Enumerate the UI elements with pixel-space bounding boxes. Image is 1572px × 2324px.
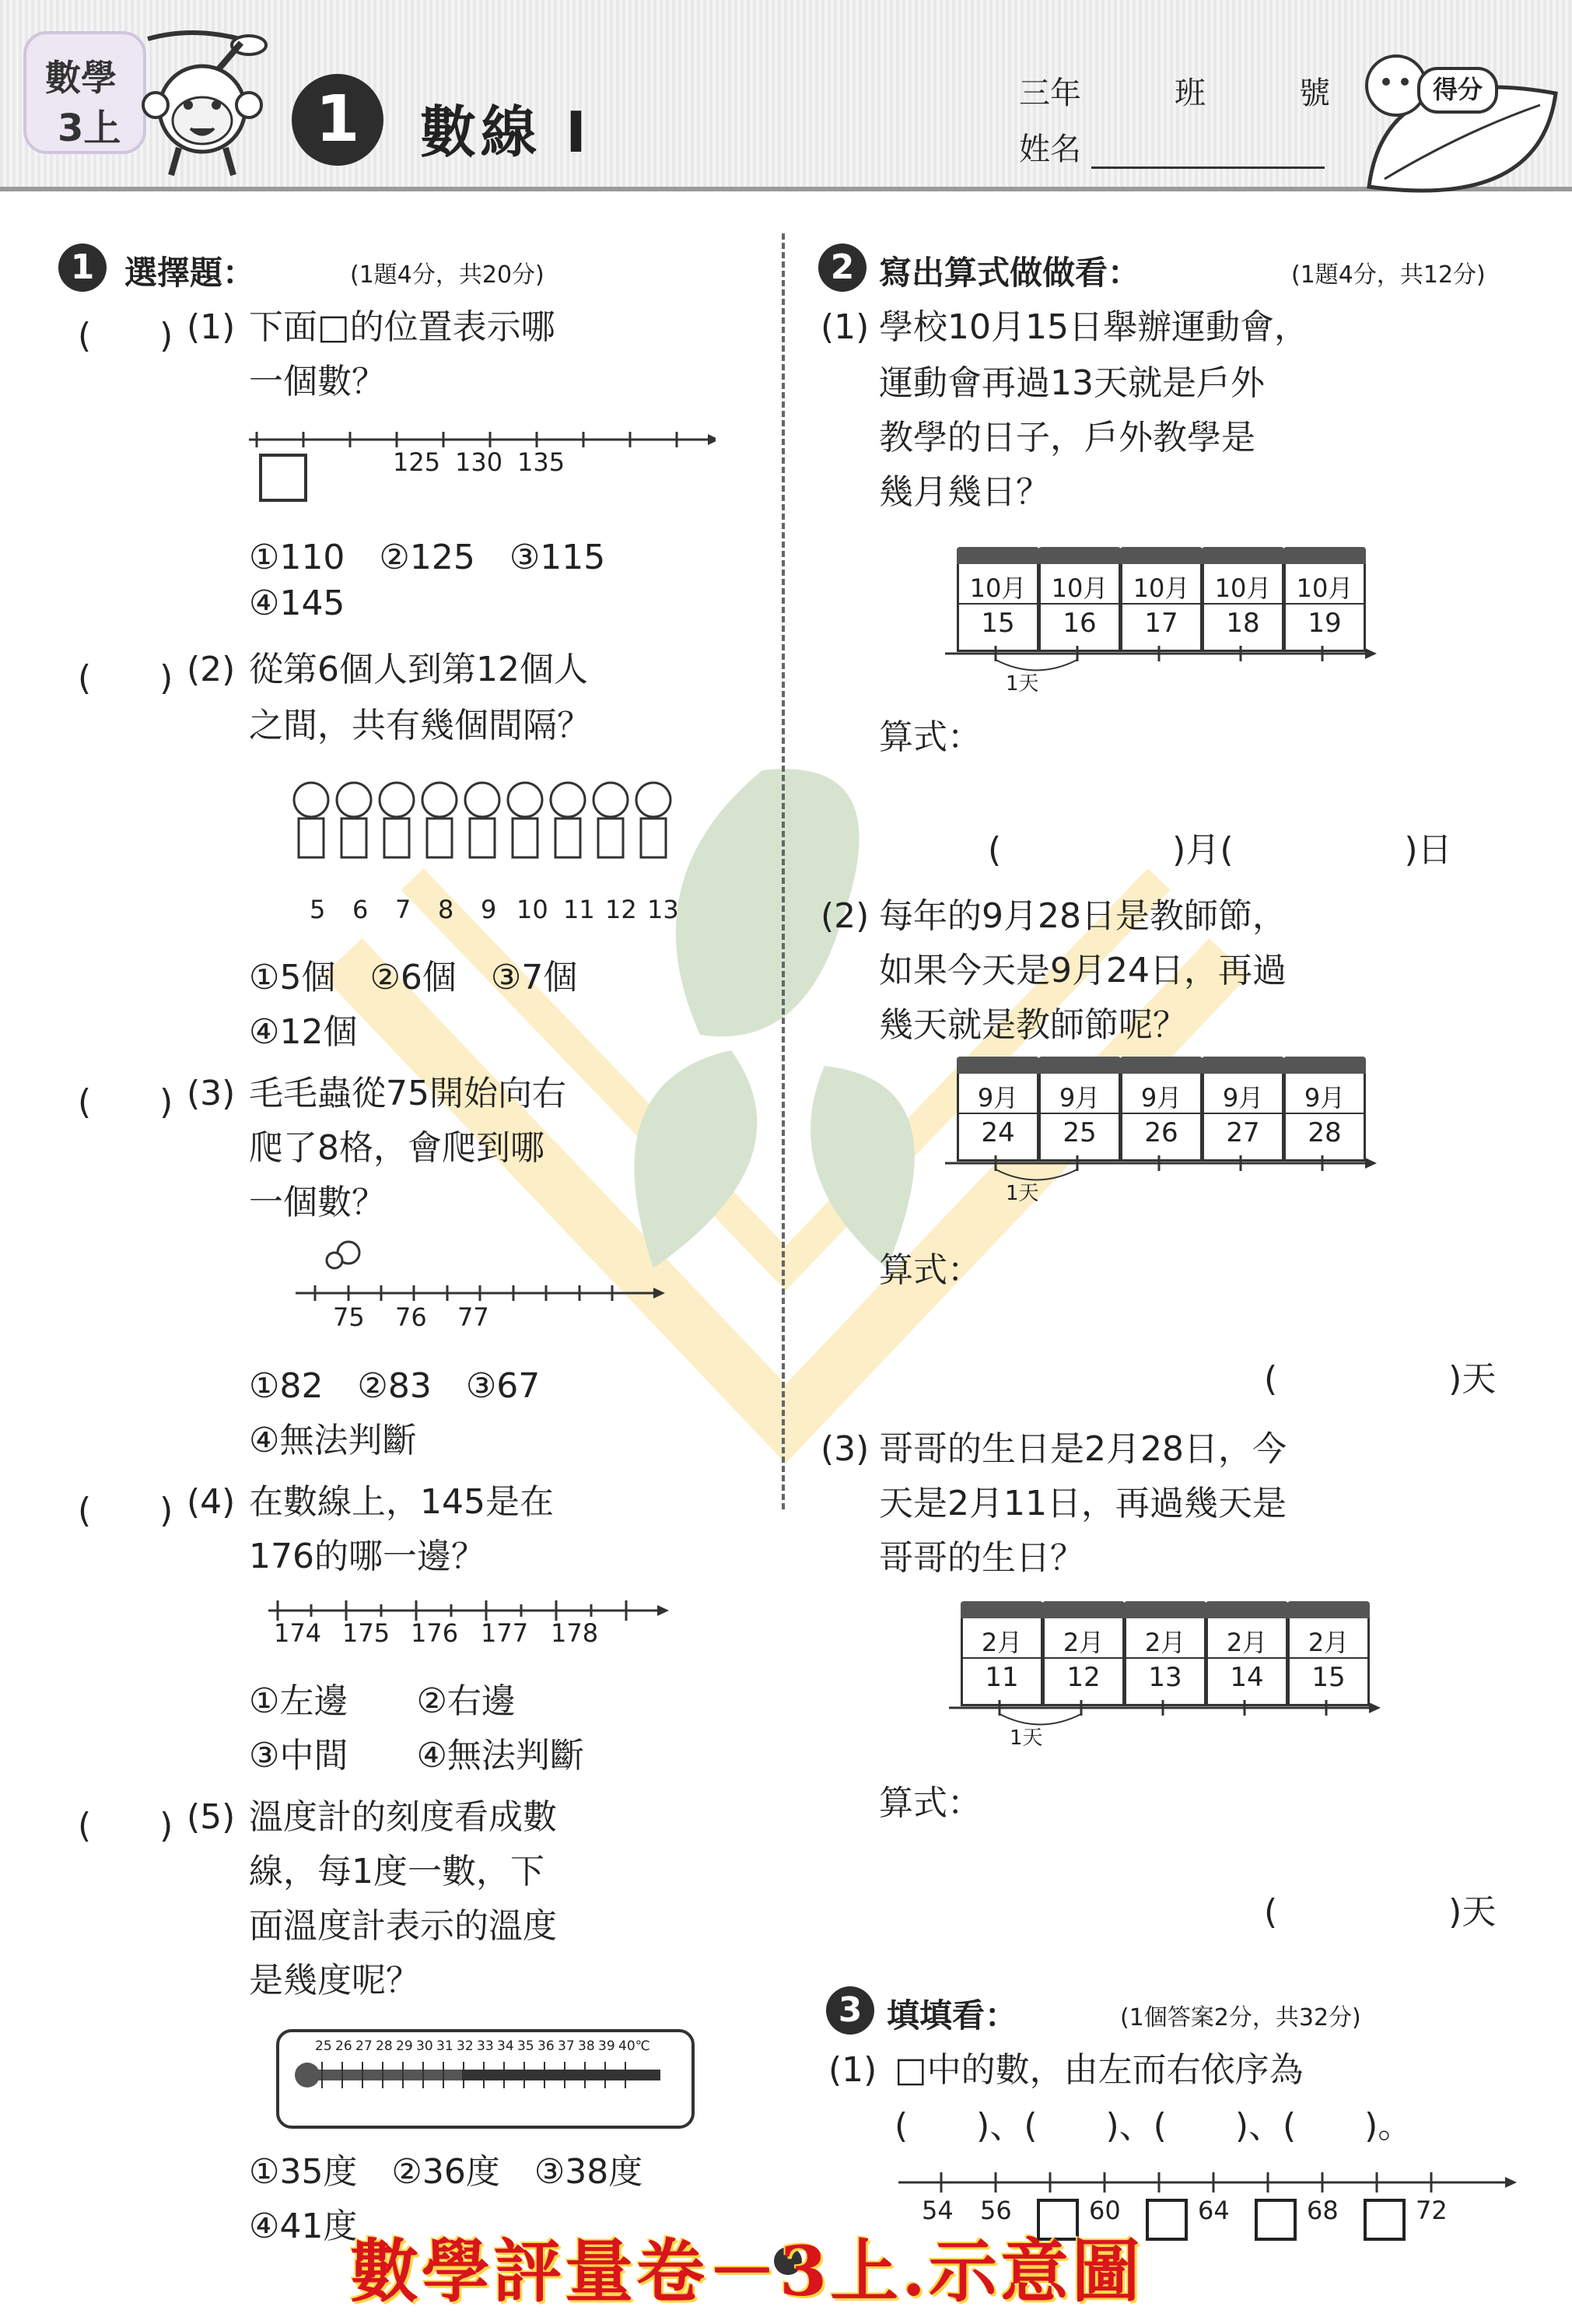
thermo-label: 40℃: [618, 2038, 650, 2054]
question-text: □中的數，由左而右依序為: [895, 2050, 1304, 2090]
options: ①5個 ②6個 ③7個: [249, 958, 578, 997]
thermo-label: 37: [558, 2038, 575, 2054]
thermo-label: 29: [396, 2038, 413, 2054]
tick-label: 56: [980, 2196, 1012, 2225]
thermo-label: 25: [315, 2038, 332, 2054]
answer-paren[interactable]: ( ): [78, 316, 173, 356]
kid-number: 10: [516, 895, 548, 924]
thermo-label: 31: [436, 2038, 453, 2054]
question-text: 哥哥的生日是2月28日，今: [879, 1429, 1287, 1469]
answer-paren[interactable]: ( ): [78, 1082, 173, 1122]
tick-label: 175: [342, 1618, 390, 1648]
kid-number: 11: [563, 895, 595, 924]
section-3-title: 填填看：: [887, 1996, 1018, 2035]
question-number: (3): [821, 1429, 870, 1469]
thermo-label: 26: [335, 2038, 352, 2054]
formula-label: 算式：: [879, 1783, 982, 1823]
question-text: 爬了8格，會爬到哪: [249, 1128, 544, 1168]
options: ①左邊 ②右邊: [249, 1681, 516, 1721]
calendar-number-line: 10月 15 10月 16 10月 17 10月 18 10月 19 1天: [945, 545, 1381, 700]
kid-number: 8: [438, 895, 454, 924]
calendar-number-line: 9月 24 9月 25 9月 26 9月 27 9月 28 1天: [945, 1054, 1381, 1210]
calendar-number-line: 2月 11 2月 12 2月 13 2月 14 2月 15 1天: [949, 1599, 1385, 1754]
monkey-mascot-icon: [132, 23, 280, 179]
number-line: [296, 1237, 669, 1307]
sample-watermark-text: 數學評量卷－3上.示意圖: [350, 2231, 1143, 2312]
formula-label: 算式：: [879, 1250, 982, 1290]
arc-label: 1天: [1010, 1726, 1043, 1750]
thermo-label: 30: [416, 2038, 433, 2054]
kid-number: 6: [352, 895, 369, 924]
question-text: 之間，共有幾個間隔？: [249, 706, 591, 745]
answer-paren[interactable]: ( ): [78, 1491, 173, 1530]
thermo-label: 39: [598, 2038, 615, 2054]
thermometer: [276, 2029, 695, 2129]
section-2-number: 2: [818, 244, 867, 292]
question-number: (1): [821, 307, 870, 347]
section-3-score-note: (1個答案2分，共32分): [1120, 2004, 1361, 2031]
thermo-label: 27: [355, 2038, 373, 2054]
question-text: 面溫度計表示的溫度: [249, 1906, 557, 1946]
tick-label: 75: [333, 1302, 365, 1332]
question-number: (5): [187, 1797, 236, 1837]
question-text: 毛毛蟲從75開始向右: [249, 1074, 566, 1113]
thermo-label: 35: [517, 2038, 534, 2054]
question-number: (4): [187, 1482, 236, 1522]
class-number-field[interactable]: 三年 班 號: [1019, 75, 1330, 111]
section-1-number: 1: [58, 244, 107, 292]
section-3-number: 3: [826, 1986, 874, 2035]
question-text: 幾天就是教師節呢？: [879, 1005, 1187, 1045]
options: ①110 ②125 ③115: [249, 538, 606, 577]
question-text: 幾月幾日？: [879, 472, 1050, 512]
thermo-label: 32: [457, 2038, 474, 2054]
header-rule: [0, 187, 1572, 191]
options: ④145: [249, 584, 345, 623]
tick-label: 68: [1307, 2196, 1339, 2225]
options: ③中間 ④無法判斷: [249, 1736, 584, 1775]
question-text: 線，每1度一數，下: [249, 1852, 544, 1891]
thermo-label: 33: [477, 2038, 494, 2054]
tick-label: 77: [457, 1302, 489, 1332]
question-text: 教學的日子，戶外教學是: [879, 418, 1255, 457]
subject-label: 數學: [45, 57, 117, 99]
options: ①35度 ②36度 ③38度: [249, 2152, 643, 2192]
question-text: 176的哪一邊？: [249, 1537, 485, 1576]
children-row-icon: [288, 778, 692, 887]
score-leaf-icon: [1353, 31, 1563, 202]
subject-badge: [23, 31, 146, 154]
question-text: 學校10月15日舉辦運動會，: [879, 307, 1308, 347]
question-number: (2): [187, 650, 236, 689]
options: ④無法判斷: [249, 1421, 417, 1460]
question-text: 在數線上，145是在: [249, 1482, 554, 1522]
tick-label: 72: [1416, 2196, 1448, 2225]
question-text: 運動會再過13天就是戶外: [879, 363, 1265, 403]
answer-blank[interactable]: ( )天: [1264, 1359, 1497, 1399]
question-text: 如果今天是9月24日，再過: [879, 951, 1287, 990]
kid-number: 5: [310, 895, 326, 924]
tick-label: 54: [922, 2196, 954, 2225]
lesson-title: 數線 I: [420, 100, 591, 165]
thermo-label: 38: [578, 2038, 595, 2054]
question-number: (1): [828, 2050, 877, 2090]
answer-box: [261, 455, 306, 500]
lesson-number-badge: 1: [292, 74, 383, 166]
tick-label: 130: [455, 447, 503, 477]
answer-box: [1256, 2200, 1295, 2239]
answer-box: [1365, 2200, 1404, 2239]
arc-label: 1天: [1006, 672, 1039, 696]
answer-blanks[interactable]: ( )、( )、( )、( )。: [895, 2106, 1413, 2146]
options: ①82 ②83 ③67: [249, 1366, 541, 1406]
options: ④12個: [249, 1012, 358, 1052]
question-text: 天是2月11日，再過幾天是: [879, 1484, 1287, 1523]
number-line: [268, 1591, 673, 1630]
tick-label: 125: [393, 447, 441, 477]
thermo-label: 28: [376, 2038, 393, 2054]
formula-label: 算式：: [879, 717, 982, 757]
grade-label: 3上: [58, 107, 121, 150]
answer-blank[interactable]: ( )月( )日: [988, 830, 1452, 870]
column-divider: [782, 233, 785, 1509]
question-number: (1): [187, 307, 236, 347]
section-2-title: 寫出算式做做看：: [879, 254, 1141, 292]
question-number: (2): [821, 896, 870, 936]
score-label: 得分: [1417, 67, 1498, 114]
tick-label: 135: [517, 447, 565, 477]
question-text: 是幾度呢？: [249, 1961, 420, 2000]
section-1-score-note: (1題4分，共20分): [350, 261, 544, 289]
answer-paren[interactable]: ( ): [78, 658, 173, 698]
tick-label: 60: [1089, 2196, 1121, 2225]
section-2-score-note: (1題4分，共12分): [1291, 261, 1486, 289]
name-label: 姓名: [1019, 131, 1081, 167]
question-text: 溫度計的刻度看成數: [249, 1797, 557, 1837]
question-text: 哥哥的生日？: [879, 1538, 1084, 1578]
options: ④41度: [249, 2207, 358, 2246]
tick-label: 177: [481, 1618, 529, 1648]
tick-label: 76: [395, 1302, 427, 1332]
kid-number: 7: [395, 895, 411, 924]
question-number: (3): [187, 1074, 236, 1113]
tick-label: 178: [551, 1618, 599, 1648]
tick-label: 174: [274, 1618, 322, 1648]
name-blank[interactable]: [1091, 140, 1325, 169]
thermo-label: 36: [537, 2038, 555, 2054]
name-field[interactable]: [1019, 124, 1325, 169]
kid-number: 13: [647, 895, 679, 924]
answer-paren[interactable]: ( ): [78, 1806, 173, 1846]
tick-label: 64: [1198, 2196, 1230, 2225]
section-1-title: 選擇題：: [124, 254, 256, 292]
question-text: 從第6個人到第12個人: [249, 650, 588, 689]
tick-label: 176: [411, 1618, 459, 1648]
question-text: 一個數？: [249, 1183, 386, 1222]
thermo-label: 34: [497, 2038, 514, 2054]
question-text: 每年的9月28日是教師節，: [879, 896, 1287, 936]
question-text: 一個數？: [249, 362, 386, 401]
question-text: 下面□的位置表示哪: [249, 307, 555, 347]
kid-number: 9: [481, 895, 497, 924]
answer-box: [1147, 2200, 1186, 2239]
answer-blank[interactable]: ( )天: [1264, 1892, 1497, 1932]
arc-label: 1天: [1006, 1182, 1039, 1205]
kid-number: 12: [605, 895, 637, 924]
